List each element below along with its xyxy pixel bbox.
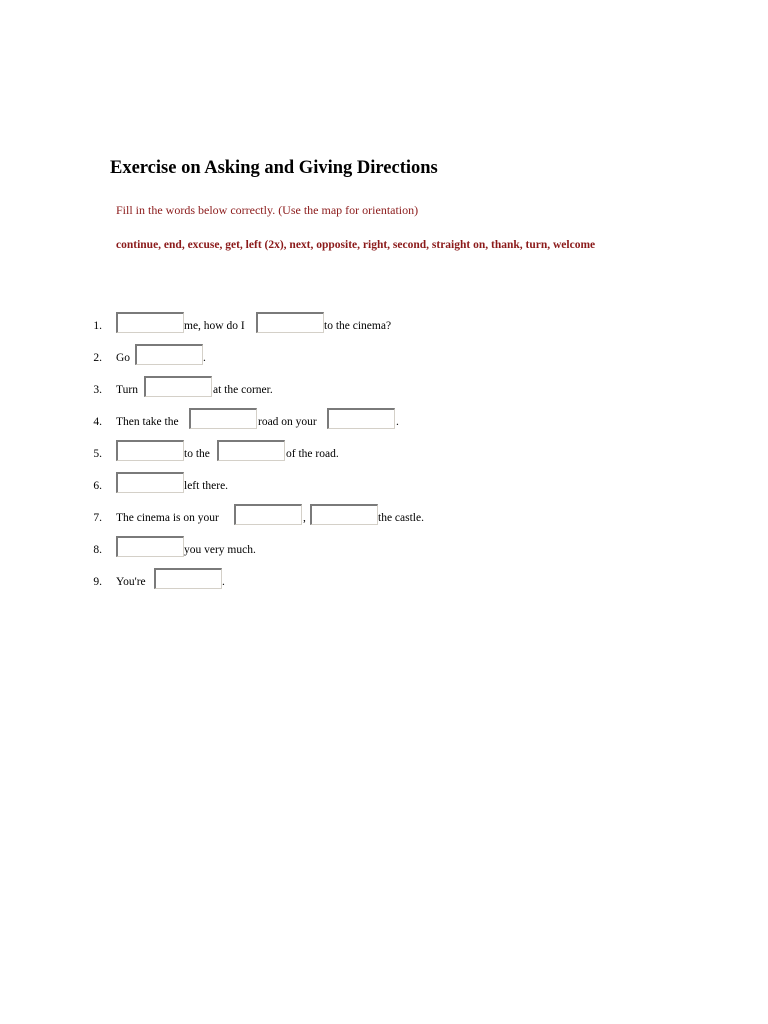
- answer-1b-input[interactable]: [256, 312, 324, 333]
- question-number: 6.: [93, 480, 102, 492]
- question-text: of the road.: [286, 448, 339, 460]
- answer-2-input[interactable]: [135, 344, 203, 365]
- question-7: [0, 512, 768, 525]
- question-text: at the corner.: [213, 384, 273, 396]
- answer-4a-input[interactable]: [189, 408, 257, 429]
- question-4: [0, 416, 768, 429]
- question-number: 8.: [93, 544, 102, 556]
- question-text: you very much.: [184, 544, 256, 556]
- question-number: 5.: [93, 448, 102, 460]
- question-number: 9.: [93, 576, 102, 588]
- question-number: 3.: [93, 384, 102, 396]
- question-9: [0, 576, 768, 589]
- question-text: me, how do I: [184, 320, 245, 332]
- question-text: to the: [184, 448, 210, 460]
- question-5: [0, 448, 768, 461]
- question-3: [0, 384, 768, 397]
- question-text: left there.: [184, 480, 229, 492]
- instruction-text: Fill in the words below correctly. (Use the map for orientation): [116, 203, 419, 217]
- page-title: Exercise on Asking and Giving Directions: [110, 158, 438, 178]
- question-number: 2.: [93, 352, 102, 364]
- question-text: Turn: [116, 384, 138, 396]
- answer-7a-input[interactable]: [234, 504, 302, 525]
- question-text: to the cinema?: [324, 320, 392, 332]
- answer-6-input[interactable]: [116, 472, 184, 493]
- question-1: [0, 320, 768, 333]
- answer-9-input[interactable]: [154, 568, 222, 589]
- question-text: .: [203, 352, 206, 364]
- answer-5a-input[interactable]: [116, 440, 184, 461]
- question-number: 1.: [93, 320, 102, 332]
- question-text: Go: [116, 352, 131, 364]
- question-text: The cinema is on your: [116, 512, 219, 524]
- question-text: ,: [303, 512, 306, 524]
- question-text: the castle.: [378, 512, 424, 524]
- answer-1a-input[interactable]: [116, 312, 184, 333]
- question-text: You're: [116, 576, 146, 588]
- question-number: 7.: [93, 512, 102, 524]
- question-number: 4.: [93, 416, 102, 428]
- question-text: .: [222, 576, 225, 588]
- question-text: road on your: [258, 416, 317, 428]
- answer-4b-input[interactable]: [327, 408, 395, 429]
- question-2: [0, 352, 768, 365]
- answer-3-input[interactable]: [144, 376, 212, 397]
- answer-8-input[interactable]: [116, 536, 184, 557]
- word-bank: continue, end, excuse, get, left (2x), next, opposite, right, second, straight on, thank, turn, welcome: [116, 239, 596, 251]
- answer-5b-input[interactable]: [217, 440, 285, 461]
- question-text: Then take the: [116, 416, 179, 428]
- answer-7b-input[interactable]: [310, 504, 378, 525]
- question-6: [0, 480, 768, 493]
- question-8: [0, 544, 768, 557]
- question-text: .: [396, 416, 399, 428]
